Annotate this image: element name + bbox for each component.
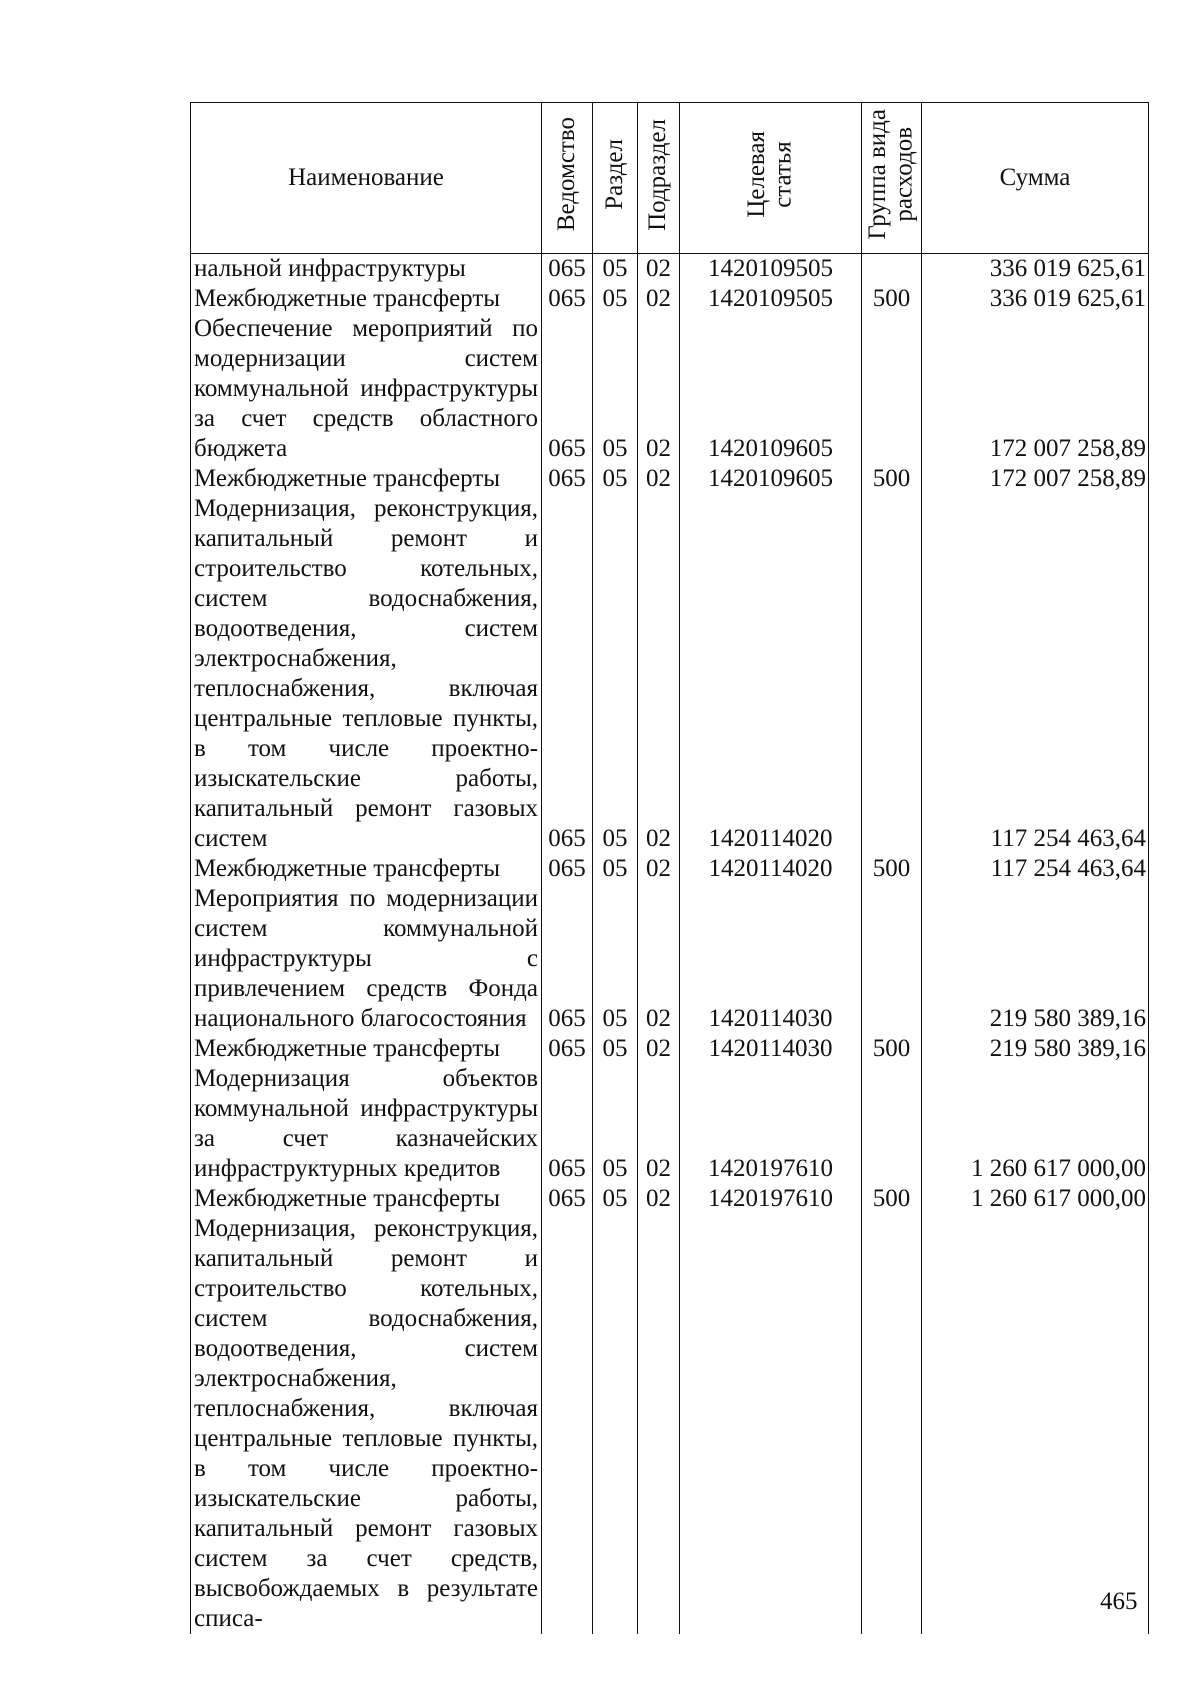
- table-row: [191, 1034, 1149, 1064]
- cell-name: Мероприятия по модернизации систем коммунальной инфраструктуры с привлечением средств Фонда национального благосостояния: [191, 884, 542, 1034]
- table-body: [191, 254, 1149, 1635]
- cell-vedomstvo: 065: [542, 1184, 593, 1214]
- cell-name: Межбюджетные трансферты: [191, 1034, 542, 1064]
- header-gruppa: Группа вида расходов: [862, 103, 922, 254]
- cell-summa: 336 019 625,61: [922, 254, 1149, 285]
- cell-podrazdel: 02: [638, 494, 680, 854]
- cell-gruppa: 500: [862, 1034, 922, 1064]
- cell-razdel: 05: [593, 494, 638, 854]
- cell-gruppa: [862, 1214, 922, 1634]
- table-row: [191, 1064, 1149, 1184]
- cell-name: Модернизация объектов коммунальной инфраструктуры за счет казначейских инфраструктурных кредитов: [191, 1064, 542, 1184]
- cell-summa: 219 580 389,16: [922, 1034, 1149, 1064]
- cell-summa: 117 254 463,64: [922, 494, 1149, 854]
- table-row: [191, 254, 1149, 285]
- cell-celevaya: 1420114030: [680, 884, 862, 1034]
- table-row: [191, 854, 1149, 884]
- cell-summa: 336 019 625,61: [922, 284, 1149, 314]
- cell-summa: 219 580 389,16: [922, 884, 1149, 1034]
- cell-name: Обеспечение мероприятий по модернизации систем коммунальной инфраструктуры за счет средств областного бюджета: [191, 314, 542, 464]
- cell-summa: 1 260 617 000,00: [922, 1184, 1149, 1214]
- cell-gruppa: 500: [862, 464, 922, 494]
- cell-gruppa: 500: [862, 854, 922, 884]
- cell-vedomstvo: [542, 1214, 593, 1634]
- cell-podrazdel: 02: [638, 1184, 680, 1214]
- cell-summa: 117 254 463,64: [922, 854, 1149, 884]
- cell-podrazdel: 02: [638, 314, 680, 464]
- cell-razdel: 05: [593, 1184, 638, 1214]
- cell-celevaya: 1420109505: [680, 254, 862, 285]
- cell-gruppa: [862, 254, 922, 285]
- cell-podrazdel: [638, 1214, 680, 1634]
- cell-name: Модернизация, реконструкция, капитальный ремонт и строительство котельных, систем водоснабжения, водоотведения, систем электроснабжения, теплоснабжения, включая центральные тепловые пункты, в том числе проектно-изыскательские работы, капитальный ремонт газовых систем за счет средств, высвобождаемых в результате списа-: [191, 1214, 542, 1634]
- cell-gruppa: 500: [862, 1184, 922, 1214]
- cell-vedomstvo: 065: [542, 1034, 593, 1064]
- header-vedomstvo: Ведомство: [542, 103, 593, 254]
- cell-celevaya: 1420114020: [680, 854, 862, 884]
- cell-summa: 172 007 258,89: [922, 314, 1149, 464]
- cell-name: Межбюджетные трансферты: [191, 854, 542, 884]
- cell-name: Модернизация, реконструкция, капитальный ремонт и строительство котельных, систем водоснабжения, водоотведения, систем электроснабжения, теплоснабжения, включая центральные тепловые пункты, в том числе проектно-изыскательские работы, капитальный ремонт газовых систем: [191, 494, 542, 854]
- cell-razdel: 05: [593, 884, 638, 1034]
- cell-celevaya: 1420197610: [680, 1184, 862, 1214]
- cell-razdel: 05: [593, 854, 638, 884]
- cell-podrazdel: 02: [638, 854, 680, 884]
- cell-vedomstvo: 065: [542, 464, 593, 494]
- cell-podrazdel: 02: [638, 464, 680, 494]
- cell-razdel: 05: [593, 464, 638, 494]
- cell-vedomstvo: 065: [542, 314, 593, 464]
- cell-razdel: 05: [593, 1064, 638, 1184]
- header-summa: Сумма: [922, 103, 1149, 254]
- cell-celevaya: 1420109605: [680, 314, 862, 464]
- cell-name: Межбюджетные трансферты: [191, 464, 542, 494]
- table-row: [191, 884, 1149, 1034]
- cell-vedomstvo: 065: [542, 494, 593, 854]
- table-row: [191, 494, 1149, 854]
- cell-podrazdel: 02: [638, 284, 680, 314]
- cell-gruppa: [862, 494, 922, 854]
- cell-podrazdel: 02: [638, 254, 680, 285]
- page-number: 465: [1100, 1588, 1138, 1615]
- cell-name: Межбюджетные трансферты: [191, 1184, 542, 1214]
- cell-vedomstvo: 065: [542, 884, 593, 1034]
- cell-vedomstvo: 065: [542, 854, 593, 884]
- cell-celevaya: 1420109505: [680, 284, 862, 314]
- table-row: [191, 1184, 1149, 1214]
- cell-name: нальной инфраструктуры: [191, 254, 542, 285]
- cell-razdel: 05: [593, 314, 638, 464]
- cell-razdel: 05: [593, 254, 638, 285]
- cell-celevaya: 1420114030: [680, 1034, 862, 1064]
- cell-summa: 172 007 258,89: [922, 464, 1149, 494]
- cell-gruppa: [862, 1064, 922, 1184]
- cell-celevaya: 1420109605: [680, 464, 862, 494]
- budget-table: [190, 102, 1149, 1634]
- cell-summa: [922, 1214, 1149, 1634]
- cell-summa: 1 260 617 000,00: [922, 1064, 1149, 1184]
- cell-gruppa: 500: [862, 284, 922, 314]
- table-row: [191, 314, 1149, 464]
- cell-podrazdel: 02: [638, 884, 680, 1034]
- table-row: [191, 464, 1149, 494]
- cell-vedomstvo: 065: [542, 1064, 593, 1184]
- cell-razdel: 05: [593, 284, 638, 314]
- cell-razdel: 05: [593, 1034, 638, 1064]
- cell-celevaya: 1420114020: [680, 494, 862, 854]
- cell-podrazdel: 02: [638, 1034, 680, 1064]
- cell-gruppa: [862, 314, 922, 464]
- header-podrazdel: Подраздел: [638, 103, 680, 254]
- header-celevaya: Целевая статья: [680, 103, 862, 254]
- cell-celevaya: [680, 1214, 862, 1634]
- cell-name: Межбюджетные трансферты: [191, 284, 542, 314]
- header-name: Наименование: [191, 103, 542, 254]
- table-row: [191, 284, 1149, 314]
- table-row: [191, 1214, 1149, 1634]
- cell-vedomstvo: 065: [542, 254, 593, 285]
- cell-podrazdel: 02: [638, 1064, 680, 1184]
- cell-vedomstvo: 065: [542, 284, 593, 314]
- cell-celevaya: 1420197610: [680, 1064, 862, 1184]
- cell-razdel: [593, 1214, 638, 1634]
- cell-gruppa: [862, 884, 922, 1034]
- table-header: [191, 103, 1149, 254]
- header-razdel: Раздел: [593, 103, 638, 254]
